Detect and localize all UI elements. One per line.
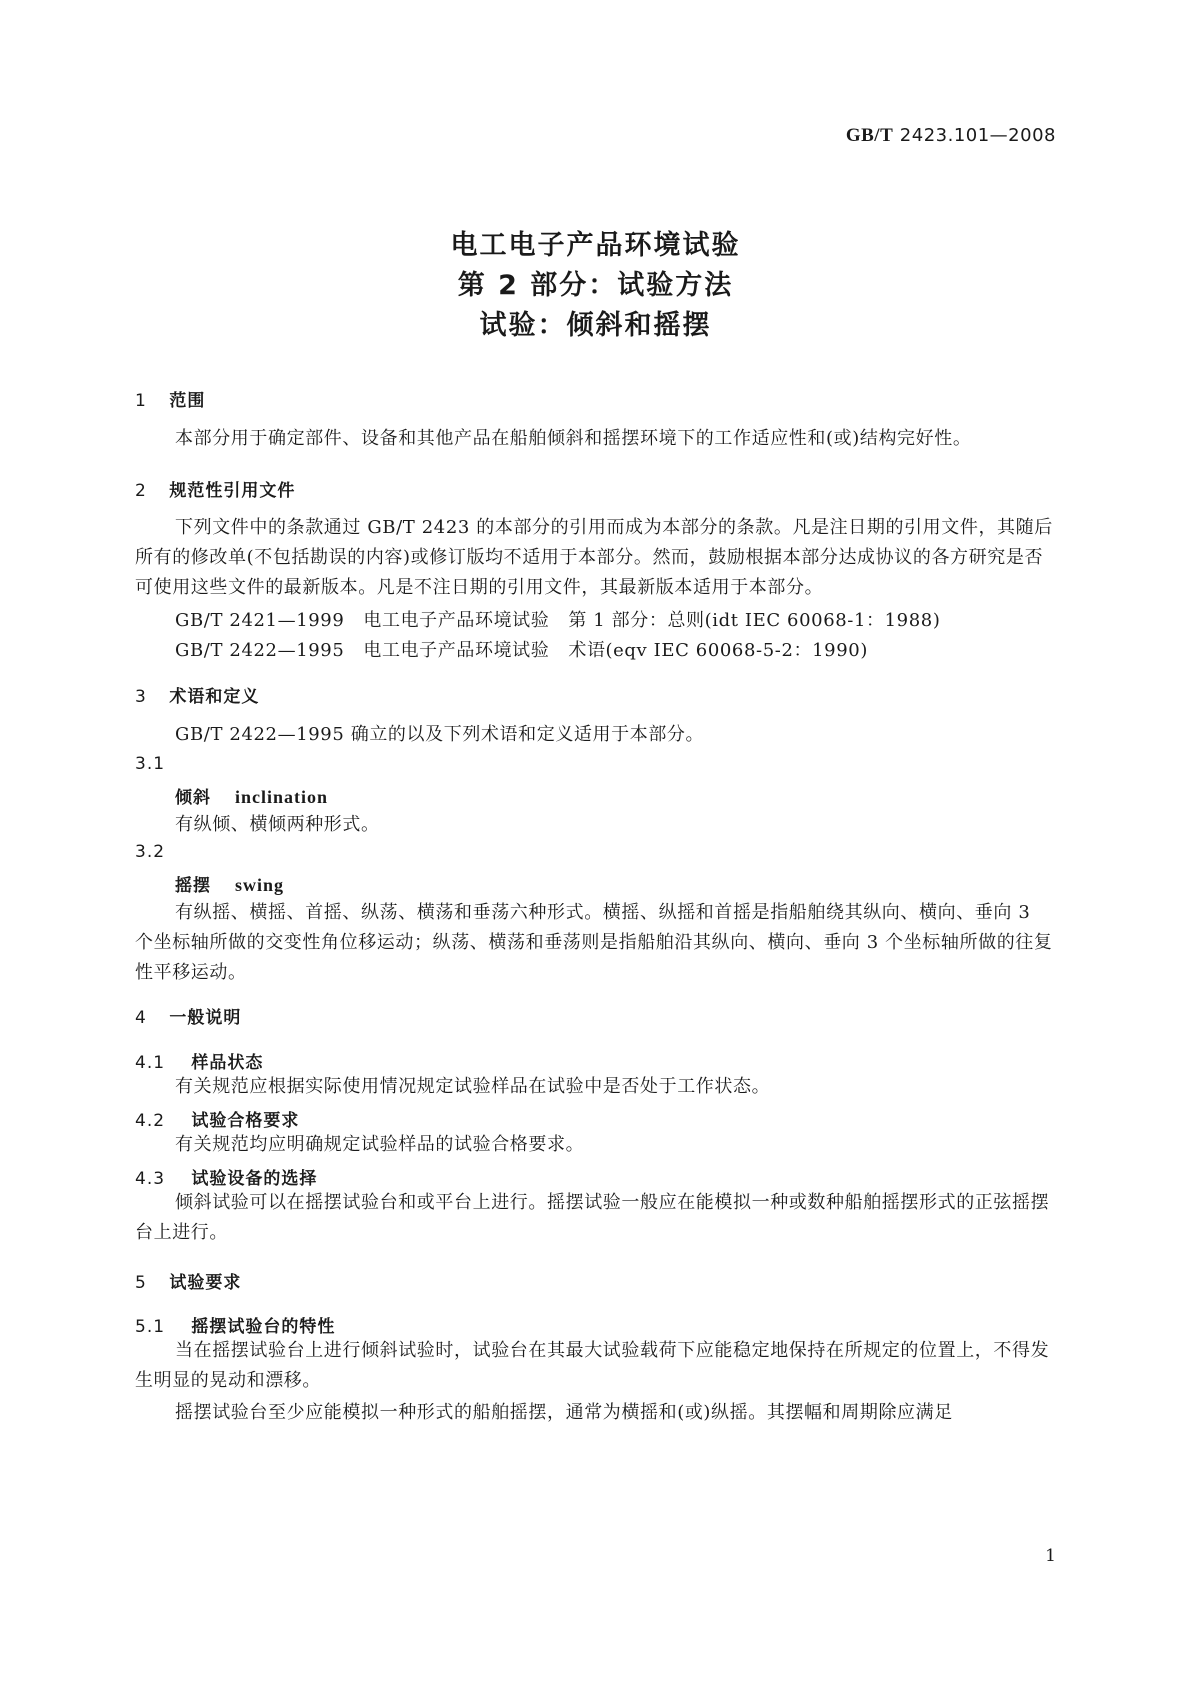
term-chinese: 摇摆 — [175, 876, 211, 896]
section-2-heading — [135, 476, 295, 501]
term-english: swing — [235, 875, 285, 895]
document-title — [0, 226, 1191, 346]
section-1-paragraph: 本部分用于确定部件、设备和其他产品在船舶倾斜和摇摆环境下的工作适应性和(或)结构完好性。 — [175, 428, 972, 449]
term-3-2-number — [135, 842, 165, 862]
section-number: 5 — [135, 1273, 147, 1293]
section-title: 样品状态 — [191, 1053, 264, 1073]
section-4-1-heading — [135, 1048, 263, 1073]
section-title: 一般说明 — [169, 1008, 242, 1028]
title-line-2: 第 2 部分：试验方法 — [457, 270, 734, 301]
term-3-1-number — [135, 754, 165, 774]
section-4-2-heading — [135, 1106, 299, 1131]
section-4-2-paragraph: 有关规范均应明确规定试验样品的试验合格要求。 — [175, 1134, 585, 1155]
section-4-1-paragraph: 有关规范应根据实际使用情况规定试验样品在试验中是否处于工作状态。 — [175, 1076, 771, 1097]
section-4-3-heading — [135, 1164, 317, 1189]
section-number: 1 — [135, 391, 147, 411]
title-line-3: 试验：倾斜和摇摆 — [479, 310, 712, 341]
section-number: 2 — [135, 481, 147, 501]
page-number: 1 — [1045, 1546, 1056, 1566]
standard-code — [846, 124, 1056, 147]
section-title: 试验要求 — [169, 1273, 242, 1293]
section-2-paragraph: 下列文件中的条款通过 GB/T 2423 的本部分的引用而成为本部分的条款。凡是注日期的引用文件，其随后所有的修改单(不包括勘误的内容)或修订版均不适用于本部分。然而，鼓励根据本部分达成协议的各方研究是否可使用这些文件的最新版本。凡是不注日期的引用文件，其最新版本适用于本部分。 — [135, 517, 1053, 598]
term-3-2-definition: 有纵摇、横摇、首摇、纵荡、横荡和垂荡六种形式。横摇、纵摇和首摇是指船舶绕其纵向、横向、垂向 3 个坐标轴所做的交变性角位移运动；纵荡、横荡和垂荡则是指船舶沿其纵向、横向、垂向 3 个坐标轴所做的往复性平移运动。 — [135, 902, 1053, 983]
term-3-1-definition: 有纵倾、横倾两种形式。 — [175, 814, 380, 835]
section-3-paragraph: GB/T 2422—1995 确立的以及下列术语和定义适用于本部分。 — [175, 724, 705, 745]
section-number: 4.2 — [135, 1111, 166, 1131]
term-english: inclination — [235, 787, 329, 807]
section-1-heading — [135, 386, 205, 411]
section-title: 范围 — [169, 391, 206, 411]
term-3-2 — [175, 871, 284, 896]
section-title: 试验设备的选择 — [191, 1169, 318, 1189]
section-number: 3 — [135, 687, 147, 707]
section-3-heading — [135, 682, 259, 707]
standard-number: 2423.101—2008 — [899, 125, 1056, 146]
section-5-heading — [135, 1268, 241, 1293]
standard-prefix: GB/T — [845, 125, 894, 146]
term-chinese: 倾斜 — [175, 788, 211, 808]
normative-reference-1: GB/T 2421—1999 电工电子产品环境试验 第 1 部分：总则(idt IEC 60068-1：1988) — [175, 610, 941, 631]
section-4-3-paragraph: 倾斜试验可以在摇摆试验台和或平台上进行。摇摆试验一般应在能模拟一种或数种船舶摇摆形式的正弦摇摆台上进行。 — [135, 1192, 1050, 1243]
section-title: 摇摆试验台的特性 — [191, 1317, 336, 1337]
section-title: 术语和定义 — [169, 687, 260, 707]
section-5-1-paragraph-1: 当在摇摆试验台上进行倾斜试验时，试验台在其最大试验载荷下应能稳定地保持在所规定的位置上，不得发生明显的晃动和漂移。 — [135, 1340, 1050, 1391]
section-title: 规范性引用文件 — [169, 481, 296, 501]
section-5-1-heading — [135, 1312, 335, 1337]
section-number: 4 — [135, 1008, 147, 1028]
term-3-1 — [175, 783, 328, 808]
term-number: 3.2 — [135, 842, 166, 862]
title-line-1: 电工电子产品环境试验 — [450, 230, 741, 261]
section-5-1-paragraph-2: 摇摆试验台至少应能模拟一种形式的船舶摇摆，通常为横摇和(或)纵摇。其摆幅和周期除应满足 — [175, 1402, 953, 1423]
term-number: 3.1 — [135, 754, 166, 774]
section-number: 4.3 — [135, 1169, 166, 1189]
section-title: 试验合格要求 — [191, 1111, 300, 1131]
normative-reference-2: GB/T 2422—1995 电工电子产品环境试验 术语(eqv IEC 60068-5-2：1990) — [175, 640, 868, 661]
section-number: 5.1 — [135, 1317, 166, 1337]
section-4-heading — [135, 1003, 241, 1028]
section-number: 4.1 — [135, 1053, 166, 1073]
